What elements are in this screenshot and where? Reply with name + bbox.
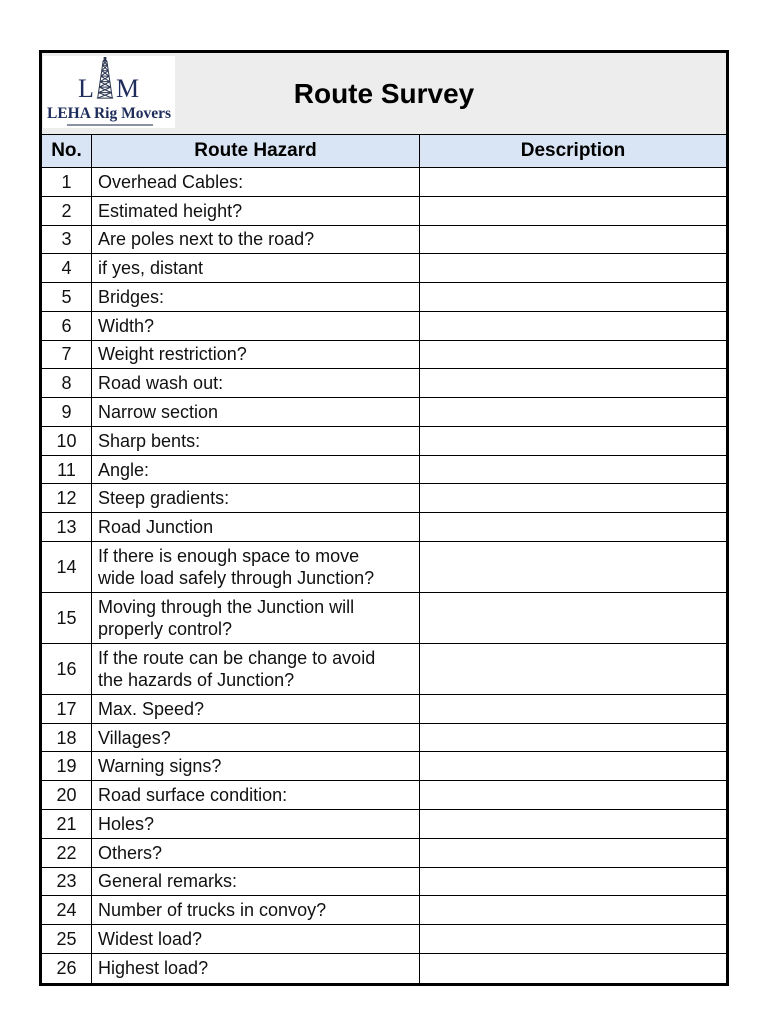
page-title: Route Survey <box>293 77 475 109</box>
row-number: 8 <box>42 369 92 397</box>
row-number: 5 <box>42 283 92 311</box>
table-header-row <box>42 135 726 168</box>
table-row <box>42 896 726 925</box>
table-row <box>42 839 726 868</box>
route-hazard-text: Bridges: <box>92 283 420 311</box>
description-cell <box>420 513 726 541</box>
route-hazard-text: Overhead Cables: <box>92 168 420 196</box>
description-cell <box>420 896 726 924</box>
description-cell <box>420 456 726 484</box>
route-hazard-text: Max. Speed? <box>92 695 420 723</box>
route-hazard-text: Estimated height? <box>92 197 420 225</box>
table-row <box>42 513 726 542</box>
table-row <box>42 542 726 593</box>
description-cell <box>420 427 726 455</box>
row-number: 25 <box>42 925 92 953</box>
description-cell <box>420 341 726 369</box>
description-cell <box>420 868 726 896</box>
company-logo <box>43 56 175 128</box>
row-number: 15 <box>42 593 92 643</box>
description-cell <box>420 484 726 512</box>
table-row <box>42 168 726 197</box>
description-cell <box>420 810 726 838</box>
description-cell <box>420 254 726 282</box>
row-number: 22 <box>42 839 92 867</box>
table-row <box>42 593 726 644</box>
description-cell <box>420 724 726 752</box>
row-number: 21 <box>42 810 92 838</box>
row-number: 10 <box>42 427 92 455</box>
route-hazard-text: Narrow section <box>92 398 420 426</box>
description-cell <box>420 168 726 196</box>
row-number: 11 <box>42 456 92 484</box>
form-header <box>42 53 726 135</box>
row-number: 26 <box>42 954 92 983</box>
table-row <box>42 398 726 427</box>
route-hazard-text: Warning signs? <box>92 752 420 780</box>
row-number: 3 <box>42 226 92 254</box>
row-number: 24 <box>42 896 92 924</box>
row-number: 16 <box>42 644 92 694</box>
route-hazard-text: Weight restriction? <box>92 341 420 369</box>
table-body <box>42 168 726 983</box>
table-row <box>42 369 726 398</box>
route-hazard-text: Moving through the Junction will properly control? <box>92 593 420 643</box>
row-number: 2 <box>42 197 92 225</box>
description-cell <box>420 781 726 809</box>
row-number: 18 <box>42 724 92 752</box>
table-row <box>42 427 726 456</box>
description-cell <box>420 925 726 953</box>
description-cell <box>420 312 726 340</box>
logo-tagline <box>67 124 153 126</box>
route-hazard-text: If the route can be change to avoid the hazards of Junction? <box>92 644 420 694</box>
route-hazard-text: Others? <box>92 839 420 867</box>
description-cell <box>420 839 726 867</box>
table-row <box>42 226 726 255</box>
logo-letter-right: M <box>116 74 140 103</box>
table-row <box>42 254 726 283</box>
route-hazard-text: Are poles next to the road? <box>92 226 420 254</box>
column-header-route-hazard: Route Hazard <box>92 135 420 167</box>
route-hazard-text: If there is enough space to move wide load safely through Junction? <box>92 542 420 592</box>
description-cell <box>420 226 726 254</box>
row-number: 1 <box>42 168 92 196</box>
description-cell <box>420 197 726 225</box>
table-row <box>42 197 726 226</box>
route-hazard-text: Sharp bents: <box>92 427 420 455</box>
row-number: 14 <box>42 542 92 592</box>
route-hazard-text: Angle: <box>92 456 420 484</box>
description-cell <box>420 644 726 694</box>
route-hazard-text: Road surface condition: <box>92 781 420 809</box>
table-row <box>42 752 726 781</box>
table-row <box>42 312 726 341</box>
route-hazard-text: Holes? <box>92 810 420 838</box>
column-header-no: No. <box>42 135 92 167</box>
row-number: 20 <box>42 781 92 809</box>
logo-letter-left: L <box>78 74 94 103</box>
row-number: 4 <box>42 254 92 282</box>
row-number: 9 <box>42 398 92 426</box>
description-cell <box>420 695 726 723</box>
table-row <box>42 954 726 983</box>
row-number: 6 <box>42 312 92 340</box>
table-row <box>42 781 726 810</box>
table-row <box>42 644 726 695</box>
table-row <box>42 484 726 513</box>
description-cell <box>420 954 726 983</box>
row-number: 19 <box>42 752 92 780</box>
row-number: 17 <box>42 695 92 723</box>
description-cell <box>420 752 726 780</box>
route-survey-form <box>39 50 729 986</box>
table-row <box>42 456 726 485</box>
route-hazard-text: Villages? <box>92 724 420 752</box>
route-hazard-text: Widest load? <box>92 925 420 953</box>
route-hazard-text: Number of trucks in convoy? <box>92 896 420 924</box>
table-row <box>42 283 726 312</box>
description-cell <box>420 593 726 643</box>
description-cell <box>420 542 726 592</box>
route-hazard-text: Road wash out: <box>92 369 420 397</box>
description-cell <box>420 369 726 397</box>
table-row <box>42 341 726 370</box>
oil-derrick-icon <box>95 57 115 99</box>
route-hazard-text: General remarks: <box>92 868 420 896</box>
route-hazard-text: if yes, distant <box>92 254 420 282</box>
logo-company-name: LEHA Rig Movers <box>47 105 171 122</box>
column-header-description: Description <box>520 140 626 161</box>
table-row <box>42 695 726 724</box>
table-row <box>42 868 726 897</box>
row-number: 12 <box>42 484 92 512</box>
table-row <box>42 925 726 954</box>
table-row <box>42 724 726 753</box>
row-number: 7 <box>42 341 92 369</box>
description-cell <box>420 283 726 311</box>
route-hazard-text: Road Junction <box>92 513 420 541</box>
route-hazard-text: Steep gradients: <box>92 484 420 512</box>
row-number: 23 <box>42 868 92 896</box>
route-hazard-text: Highest load? <box>92 954 420 983</box>
row-number: 13 <box>42 513 92 541</box>
table-row <box>42 810 726 839</box>
route-hazard-text: Width? <box>92 312 420 340</box>
description-cell <box>420 398 726 426</box>
